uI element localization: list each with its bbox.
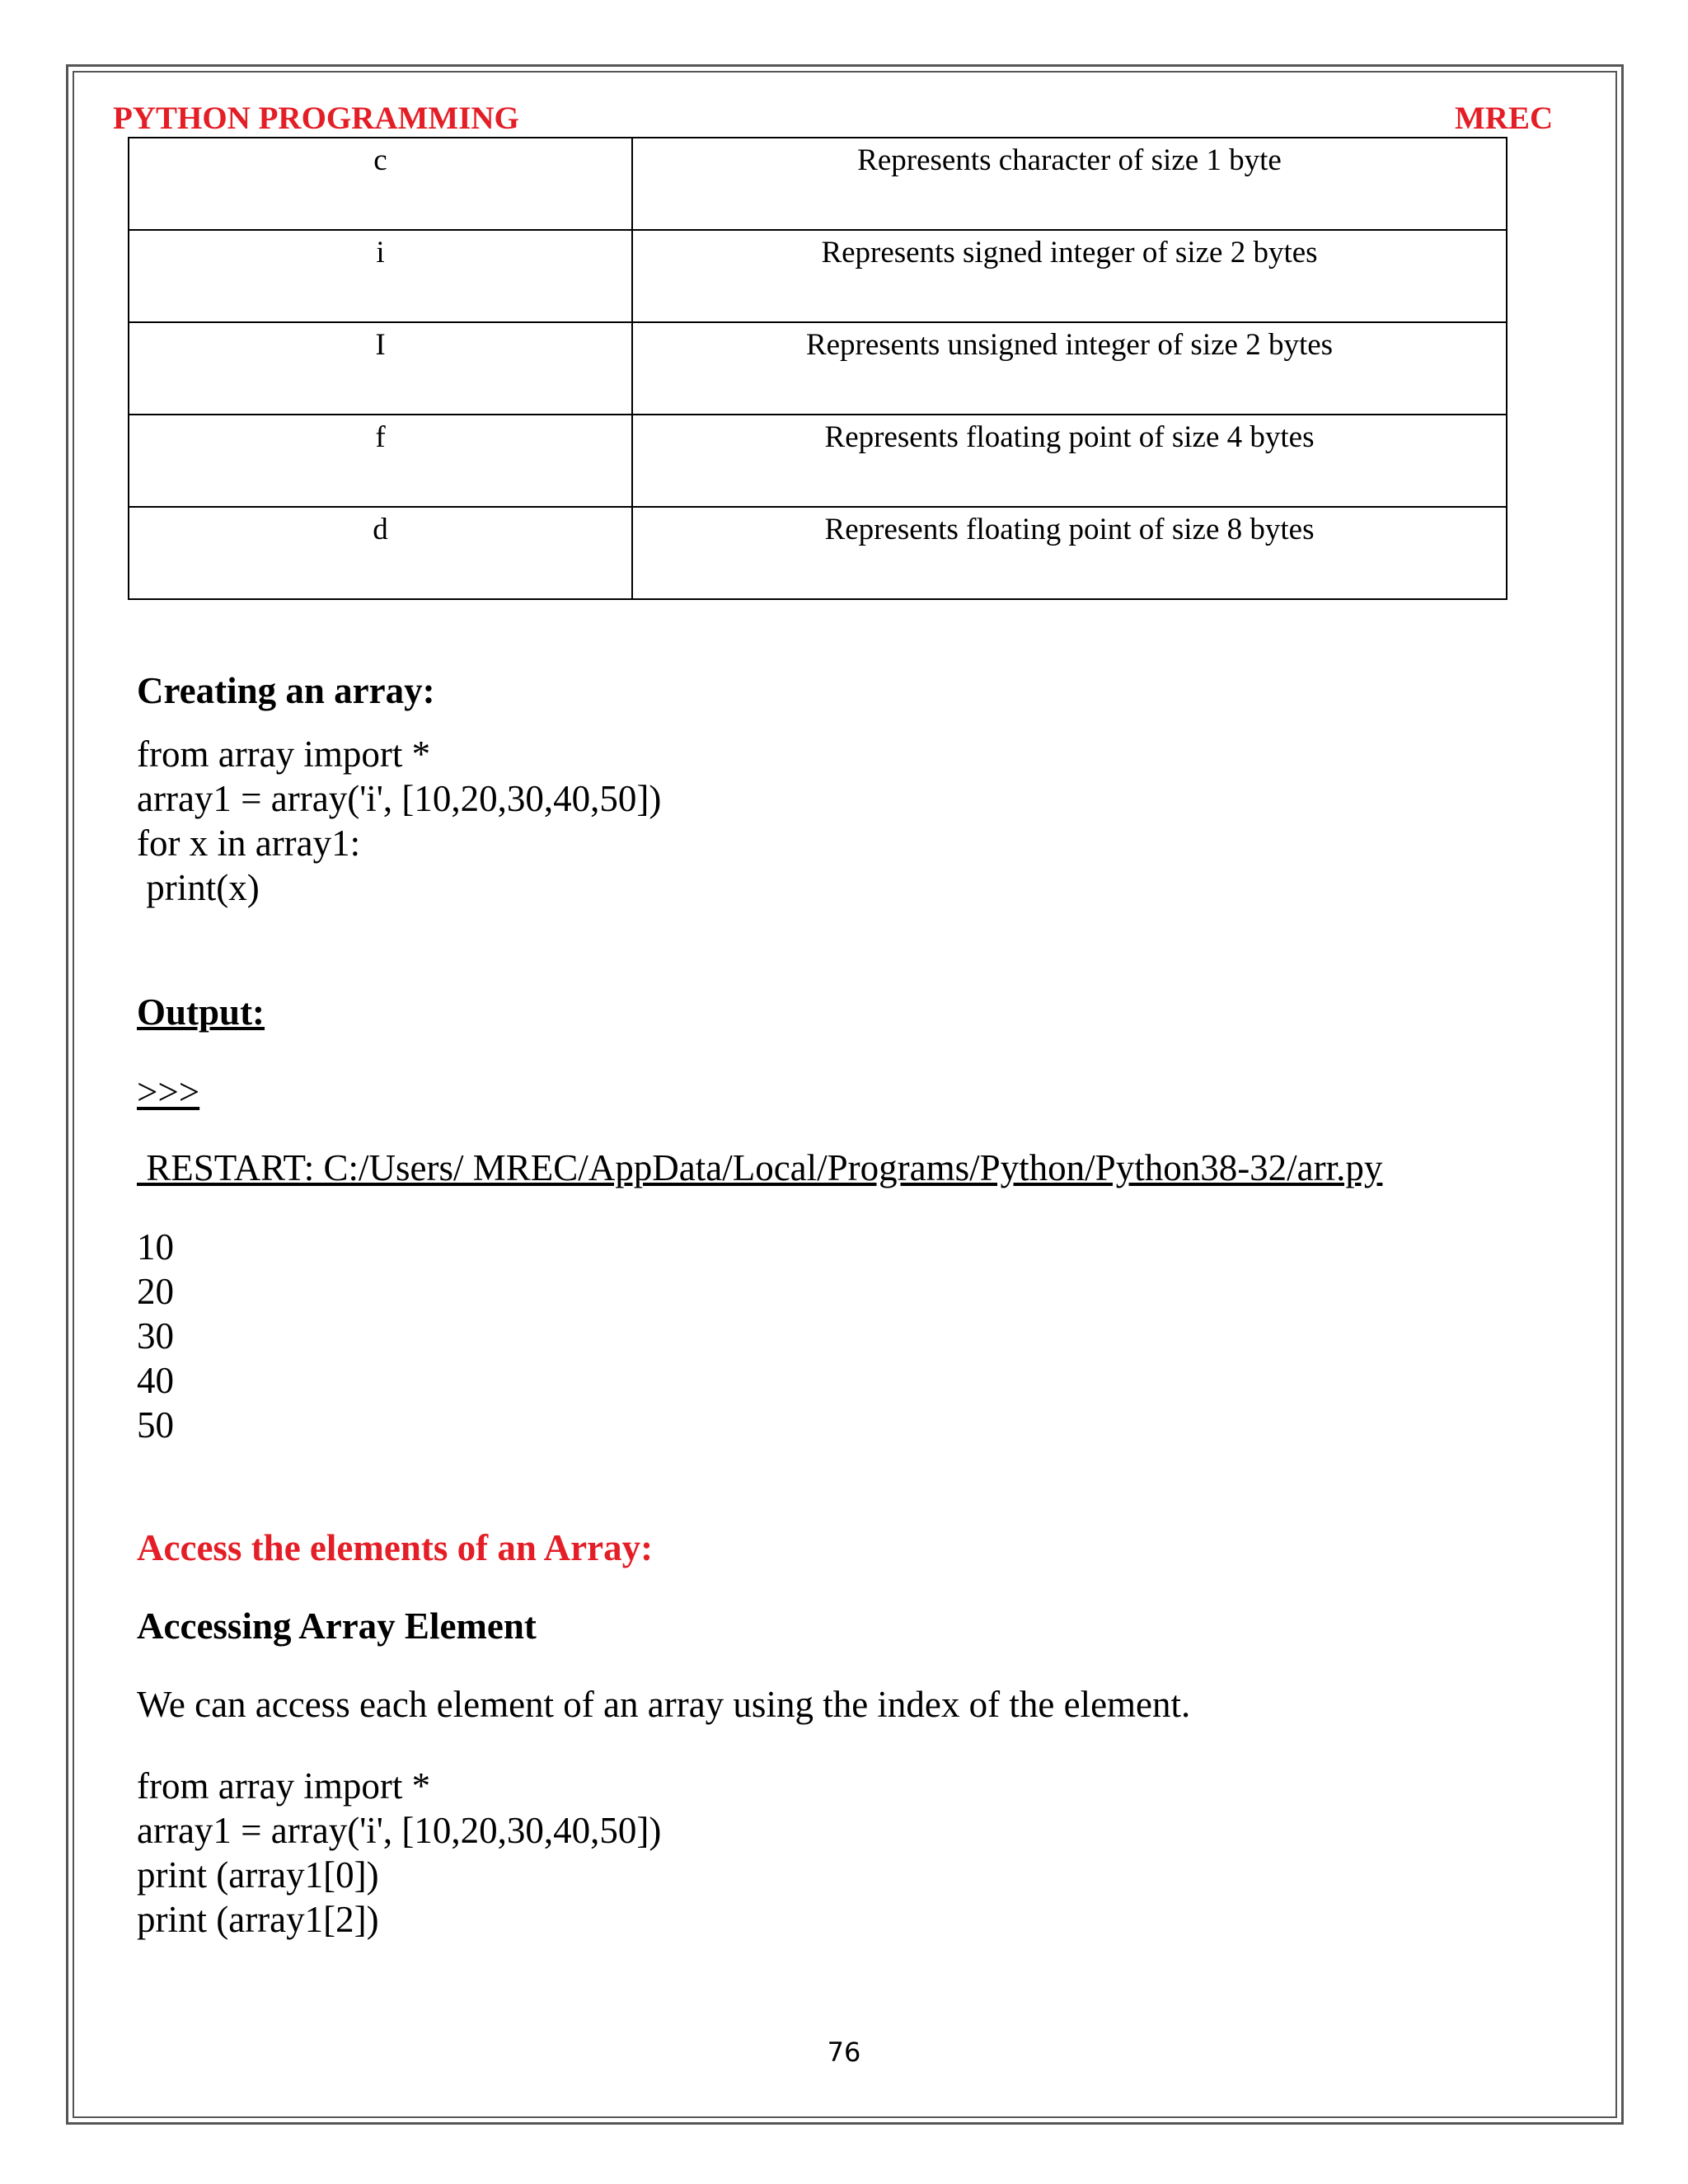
- type-code-cell: f: [129, 415, 632, 507]
- type-description-cell: Represents character of size 1 byte: [632, 138, 1507, 230]
- type-code-cell: I: [129, 322, 632, 415]
- type-description-cell: Represents floating point of size 8 bytes: [632, 507, 1507, 599]
- code-line: for x in array1:: [137, 823, 361, 864]
- output-values: [137, 1225, 174, 1447]
- shell-prompt: >>>: [137, 1071, 200, 1113]
- table-row: [129, 230, 1507, 322]
- output-value: 40: [137, 1360, 174, 1401]
- output-value: 20: [137, 1271, 174, 1312]
- type-code-cell: c: [129, 138, 632, 230]
- code-line: array1 = array('i', [10,20,30,40,50]): [137, 778, 662, 819]
- output-heading: Output:: [137, 991, 265, 1033]
- creating-array-heading: Creating an array:: [137, 670, 435, 711]
- creating-code-block: [137, 732, 661, 910]
- table-row: [129, 138, 1507, 230]
- type-code-cell: i: [129, 230, 632, 322]
- code-line: from array import *: [137, 733, 431, 775]
- table-row: [129, 322, 1507, 415]
- type-description-cell: Represents unsigned integer of size 2 bytes: [632, 322, 1507, 415]
- code-line: print (array1[0]): [137, 1854, 379, 1896]
- access-paragraph: We can access each element of an array using the index of the element.: [137, 1684, 1191, 1725]
- output-value: 10: [137, 1226, 174, 1268]
- type-code-cell: d: [129, 507, 632, 599]
- access-subheading: Accessing Array Element: [137, 1605, 537, 1647]
- code-line: from array import *: [137, 1765, 431, 1807]
- output-value: 50: [137, 1404, 174, 1446]
- type-code-table: [128, 137, 1507, 600]
- code-line: array1 = array('i', [10,20,30,40,50]): [137, 1810, 662, 1851]
- table-row: [129, 507, 1507, 599]
- header-institution: MREC: [1455, 101, 1554, 136]
- restart-line: RESTART: C:/Users/ MREC/AppData/Local/Programs/Python/Python38-32/arr.py: [137, 1147, 1383, 1188]
- access-heading: Access the elements of an Array:: [137, 1527, 654, 1568]
- header-title: PYTHON PROGRAMMING: [113, 101, 519, 136]
- table-row: [129, 415, 1507, 507]
- output-value: 30: [137, 1315, 174, 1357]
- code-line: print (array1[2]): [137, 1899, 379, 1940]
- type-description-cell: Represents signed integer of size 2 bytes: [632, 230, 1507, 322]
- access-code-block: [137, 1764, 661, 1942]
- page-number: 76: [827, 2036, 861, 2068]
- code-line: print(x): [137, 867, 260, 908]
- type-description-cell: Represents floating point of size 4 bytes: [632, 415, 1507, 507]
